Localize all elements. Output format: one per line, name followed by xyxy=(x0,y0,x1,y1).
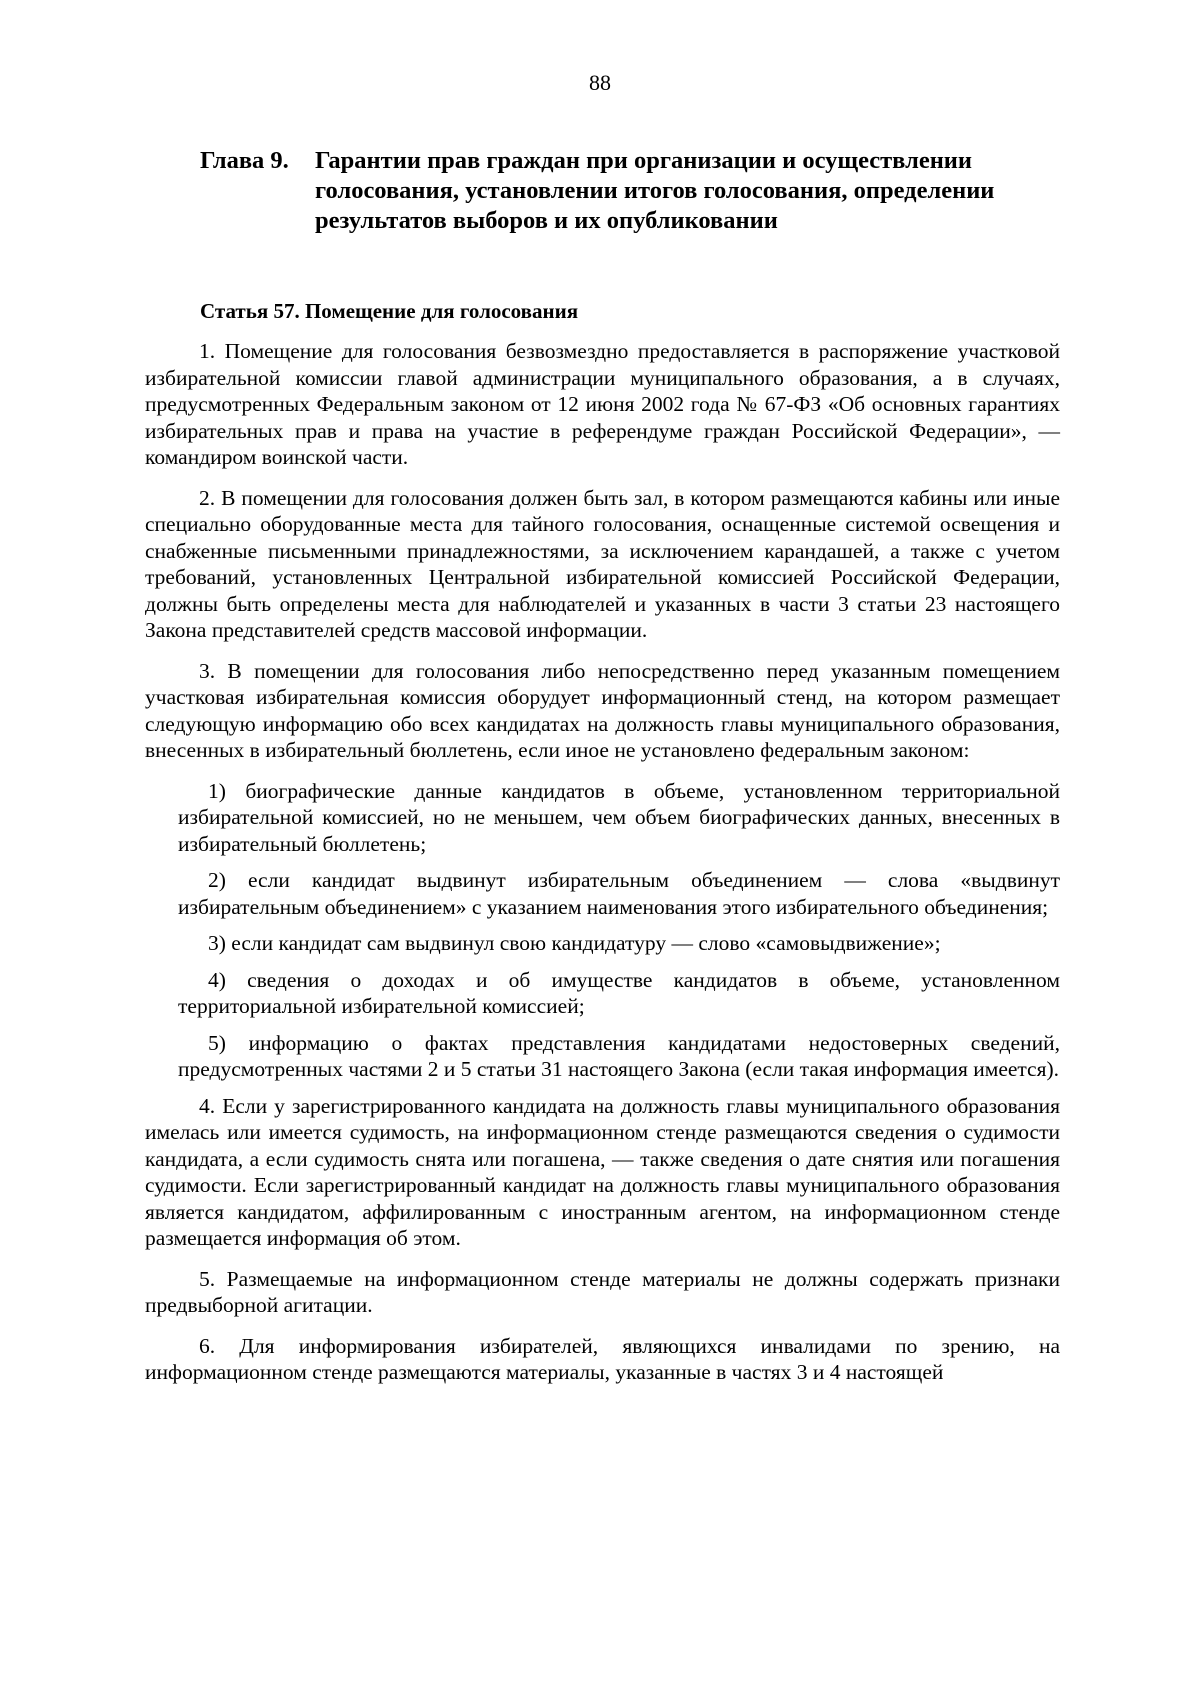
paragraph-6: 6. Для информирования избирателей, являющихся инвалидами по зрению, на информационном стенде размещаются материалы, указанные в частях 3 и 4 настоящей xyxy=(145,1333,1060,1384)
paragraph-1: 1. Помещение для голосования безвозмездно предоставляется в распоряжение участковой избирательной комиссии главой администрации муниципального образования, а в случаях, предусмотренных Федеральным законом от 12 июня 2002 года № 67-ФЗ «Об основных гарантиях избирательных прав и права на участие в референдуме граждан Российской Федерации», — командиром воинской части. xyxy=(145,339,1060,469)
page-number: 88 xyxy=(589,70,611,95)
chapter-title: Гарантии прав граждан при организации и осуществлении голосования, установлении итогов голосования, определении результатов выборов и их опубликовании xyxy=(315,147,995,234)
chapter-number: Глава 9. xyxy=(200,147,289,174)
list-item-5: 5) информацию о фактах представления кандидатами недостоверных сведений, предусмотренных частями 2 и 5 статьи 31 настоящего Закона (если такая информация имеется). xyxy=(178,1030,1060,1081)
list-item-2: 2) если кандидат выдвинут избирательным объединением — слова «выдвинут избирательным объединением» с указанием наименования этого избирательного объединения; xyxy=(178,868,1060,919)
list-item-4: 4) сведения о доходах и об имуществе кандидатов в объеме, установленном территориальной избирательной комиссией; xyxy=(178,967,1060,1018)
paragraph-2: 2. В помещении для голосования должен быть зал, в котором размещаются кабины или иные специально оборудованные места для тайного голосования, оснащенные системой освещения и снабженные письменными принадлежностями, за исключением карандашей, а также с учетом требований, установленных Центральной избирательной комиссией Российской Федерации, должны быть определены места для наблюдателей и указанных в части 3 статьи 23 настоящего Закона представителей средств массовой информации. xyxy=(145,485,1060,642)
article-heading: Статья 57. Помещение для голосования xyxy=(200,299,579,323)
list-item-1: 1) биографические данные кандидатов в объеме, установленном территориальной избирательной комиссией, но не меньшем, чем объем биографических данных, внесенных в избирательный бюллетень; xyxy=(178,778,1060,856)
paragraph-5: 5. Размещаемые на информационном стенде материалы не должны содержать признаки предвыборной агитации. xyxy=(145,1266,1060,1317)
list-item-3: 3) если кандидат сам выдвинул свою кандидатуру — слово «самовыдвижение»; xyxy=(208,931,941,955)
chapter-heading xyxy=(200,146,1060,236)
paragraph-3: 3. В помещении для голосования либо непосредственно перед указанным помещением участковая избирательная комиссия оборудует информационный стенд, на котором размещает следующую информацию обо всех кандидатах на должность главы муниципального образования, внесенных в избирательный бюллетень, если иное не установлено федеральным законом: xyxy=(145,658,1060,762)
paragraph-4: 4. Если у зарегистрированного кандидата на должность главы муниципального образования имелась или имеется судимость, на информационном стенде размещаются сведения о судимости кандидата, а если судимость снята или погашена, — также сведения о дате снятия или погашения судимости. Если зарегистрированный кандидат на должность главы муниципального образования является кандидатом, аффилированным с иностранным агентом, на информационном стенде размещается информация об этом. xyxy=(145,1093,1060,1250)
document-body xyxy=(145,338,1060,1400)
